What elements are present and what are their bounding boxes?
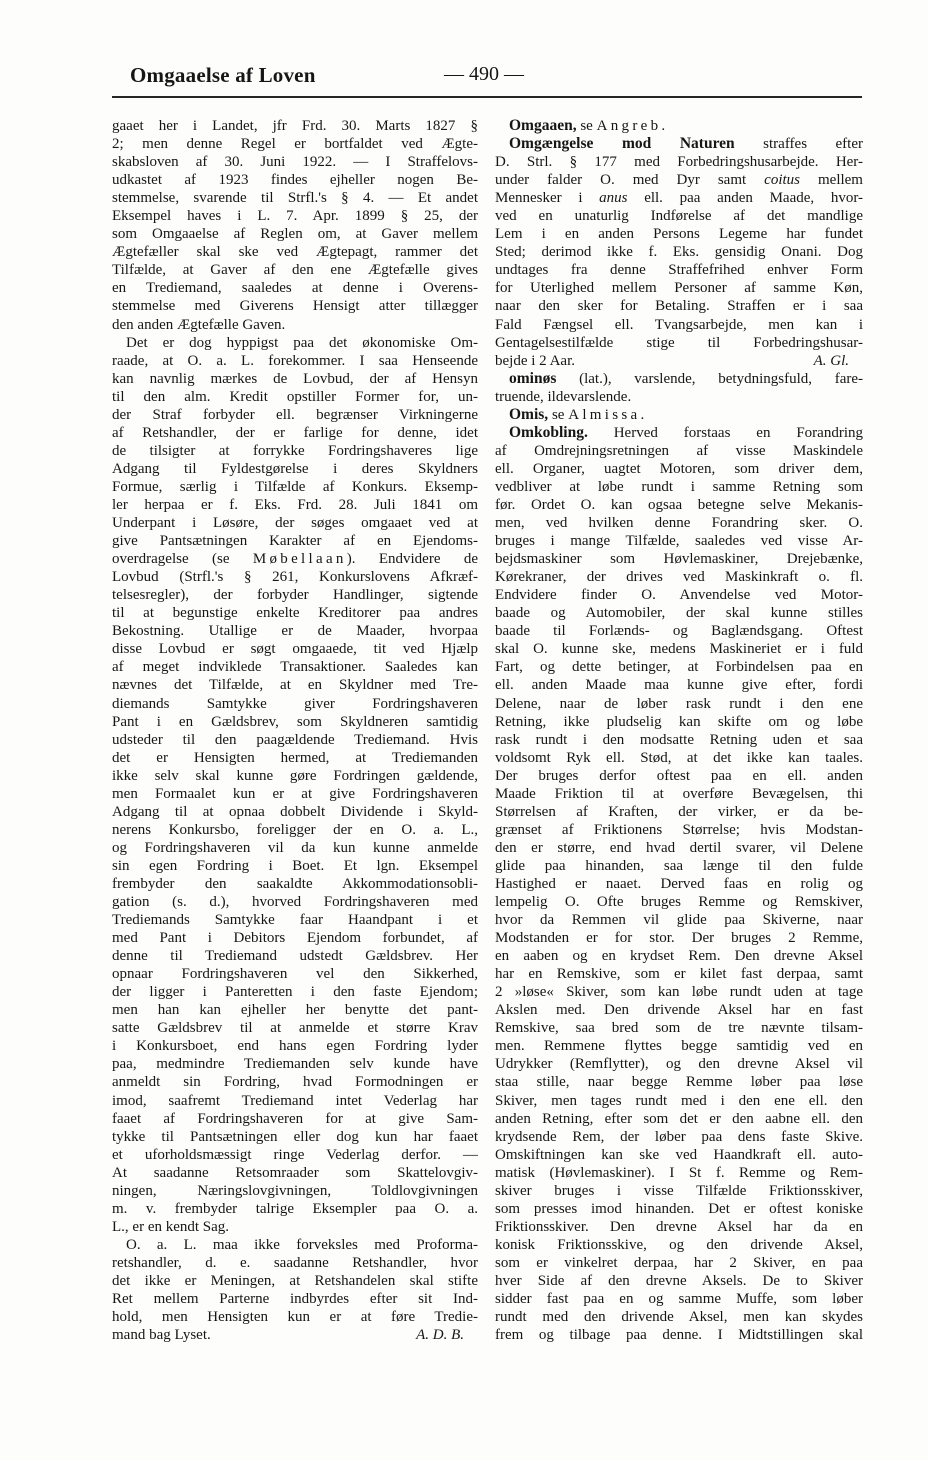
text-line: vedbliver at løbe rundt i samme Retning som bbox=[495, 478, 863, 495]
text-line: Remskive, saa bred som de tre nævnte tilsam- bbox=[495, 1020, 863, 1037]
text-line: de tilsigter at forrykke Fordringshaveres lige bbox=[112, 442, 478, 459]
text-line: rask rundt i den modsatte Retning uden et saa bbox=[495, 731, 863, 748]
text-run: straffes efter bbox=[734, 136, 863, 153]
text-line: disse Lovbud er søgt omgaaede, tit ved Hjælp bbox=[112, 641, 478, 658]
text-line: for Uterlighed mellem Personer af samme Køn, bbox=[495, 280, 863, 297]
headword: Omgaaen, bbox=[509, 117, 577, 134]
text-line: At saadanne Retsomraader som Skattelovgiv- bbox=[112, 1164, 478, 1181]
text-line: til den alm. Kredit opstiller Former for, un- bbox=[112, 388, 478, 405]
text-line: opnaar Fordringshaveren vel den Sikkerhed, bbox=[112, 966, 478, 983]
text-line: frem og tilbage paa denne. I Midtstillingen skal bbox=[495, 1327, 863, 1344]
text-line: ler herpaa er f. Eks. Frd. 28. Juli 1841 om bbox=[112, 496, 478, 513]
page-number: — 490 — bbox=[444, 63, 524, 85]
text-line: Der bruges derfor oftest paa en ell. anden bbox=[495, 767, 863, 784]
text-line: Akslen med. Den drivende Aksel har en fast bbox=[495, 1002, 863, 1019]
headword: Omgængelse mod Naturen bbox=[509, 135, 735, 153]
text-run: overdragelse (se bbox=[112, 551, 253, 568]
text-line: der Straf forbyder ell. begrænser Virkningerne bbox=[112, 406, 478, 423]
text-line: men Formaalet kun er at give Fordringshaveren bbox=[112, 785, 478, 802]
running-head-title: Omgaaelse af Loven bbox=[130, 63, 316, 87]
text-line: Pant i en Gældsbrev, som Skyldneren samtidig bbox=[112, 713, 478, 730]
text-line: før. Ordet O. kan ogsaa betegne selve Mekanis- bbox=[495, 496, 863, 513]
text-line bbox=[112, 334, 478, 352]
text-line: hvor da Remmen vil glide paa Skiverne, naar bbox=[495, 912, 863, 929]
text-line: m. v. frembyder talrige Eksempler paa O. a. bbox=[112, 1200, 478, 1217]
text-line: Ret mellem Parterne indbyrdes efter sit Ind- bbox=[112, 1291, 478, 1308]
text-line bbox=[495, 388, 863, 406]
text-line bbox=[112, 1236, 478, 1254]
text-line: den er større, end hvad dertil svarer, vil Delene bbox=[495, 839, 863, 856]
text-line: Kørekraner, der drives ved Maskinkraft o. fl. bbox=[495, 569, 863, 586]
text-line: Retning, ikke pludselig kan skifte om og løbe bbox=[495, 713, 863, 730]
text-run: O. a. L. maa ikke forveksles med Proforma- bbox=[126, 1236, 478, 1253]
text-line: nerens Konkursbo, foreligger der en O. a. L., bbox=[112, 821, 478, 838]
text-line: glide paa hinanden, saa længe til den fulde bbox=[495, 857, 863, 874]
text-line: Udrykker (Remflytter), og den drevne Aksel vil bbox=[495, 1056, 863, 1073]
text-line: Bekostning. Utallige er de Maader, hvorpaa bbox=[112, 623, 478, 640]
text-line: faaet af Fordringshaveren for at give Sam- bbox=[112, 1110, 478, 1127]
text-line: Formue, særlig i Tilfælde af Konkurs. Eksemp- bbox=[112, 478, 478, 495]
text-line: men han kan ejheller her benytte det pant- bbox=[112, 1002, 478, 1019]
text-line: tykke til Pantsætningen eller dog kun har faaet bbox=[112, 1128, 478, 1145]
text-run: ell. paa anden Maade, hvor- bbox=[627, 190, 863, 207]
italic-term: anus bbox=[599, 190, 628, 207]
text-run: Mennesker i bbox=[495, 190, 600, 207]
text-line: men. Remmene flyttes begge samtidig ved en bbox=[495, 1038, 863, 1055]
text-line: rundt med den drivende Aksel, men kan skydes bbox=[495, 1309, 863, 1326]
text-line bbox=[495, 370, 863, 388]
text-line: udkastet af 1923 findes ejheller nogen Be- bbox=[112, 172, 478, 189]
text-line: en Trediemand, saaledes at denne i Overens- bbox=[112, 280, 478, 297]
text-run: mellem bbox=[800, 172, 863, 189]
author-signature: A. D. B. bbox=[416, 1327, 464, 1344]
text-line: frembyder den saakaldte Akkommodationsobli- bbox=[112, 875, 478, 892]
text-line: konisk Friktionsskive, og den drivende Aksel, bbox=[495, 1236, 863, 1253]
text-line: til at begunstige enkelte Kreditorer paa andres bbox=[112, 605, 478, 622]
text-line: Skiver, men tages rundt med i den ene ell. den bbox=[495, 1092, 863, 1109]
text-run: (lat.), varslende, betydningsfuld, fare- bbox=[556, 370, 863, 387]
text-line: hver Side af den drevne Aksels. De to Skiver bbox=[495, 1273, 863, 1289]
text-line: Tilfælde, at Gaver af den ene Ægtefælle gives bbox=[112, 262, 478, 279]
spaced-reference: Angreb bbox=[596, 118, 662, 134]
text-run: . bbox=[661, 118, 666, 134]
text-line bbox=[495, 424, 863, 442]
text-line: stemmelse med Giverens Hensigt atter tillægger bbox=[112, 298, 478, 315]
text-run: L., er en kendt Sag. bbox=[112, 1218, 230, 1235]
text-line: raade, at O. a. L. forekommer. I saa Henseende bbox=[112, 352, 478, 369]
text-run: mand bag Lyset. bbox=[112, 1327, 211, 1344]
text-line: Maade Friktion til at overføre Bevægelsen, thi bbox=[495, 785, 863, 802]
text-line: retshandler, d. e. saadanne Retshandler, hvor bbox=[112, 1254, 478, 1271]
text-line: telsesregler), der forbyder Handlinger, sigtende bbox=[112, 587, 478, 604]
text-column-right bbox=[495, 117, 863, 1344]
spaced-reference: Møbellaan bbox=[252, 551, 347, 568]
author-signature: A. Gl. bbox=[813, 352, 849, 369]
text-line: som Omgaaelse af Reglen om, at Gaver mellem bbox=[112, 226, 478, 243]
text-line: voldsomt Ryk ell. Stød, at det ikke kan taales. bbox=[495, 749, 863, 766]
text-line bbox=[495, 135, 863, 153]
text-line: udsteder til den paagældende Trediemand. Hvis bbox=[112, 731, 478, 748]
text-line: Adgang til Fyldestgørelse i deres Skyldners bbox=[112, 460, 478, 477]
text-line: Lem i en anden Persons Legeme har fundet bbox=[495, 226, 863, 243]
italic-term: coitus bbox=[764, 172, 800, 189]
text-line: som er vinkelret derpaa, har 2 Skiver, en paa bbox=[495, 1254, 863, 1271]
text-line: Sted; derimod ikke f. Eks. gensidig Onani. Dog bbox=[495, 244, 863, 261]
text-run: truende, ildevarslende. bbox=[495, 388, 632, 405]
text-line: i Konkursboet, end hans egen Fordring lyder bbox=[112, 1038, 478, 1055]
text-line: af Retshandler, der er farlige for denne, idet bbox=[112, 424, 478, 441]
text-run: Det er dog hyppigst paa det økonomiske Om- bbox=[126, 334, 478, 351]
text-run: ). Endvidere de bbox=[346, 551, 478, 568]
text-line: det ikke er Meningen, at Retshandelen skal stifte bbox=[112, 1273, 478, 1289]
text-line: Underpant i Løsøre, der søges omgaaet ved at bbox=[112, 515, 478, 532]
text-line: Omskiftningen kan ske ved Haandkraft ell. auto- bbox=[495, 1146, 863, 1163]
text-line bbox=[495, 117, 863, 135]
text-line: af meget indviklede Transaktioner. Saaledes kan bbox=[112, 659, 478, 676]
text-line: denne til Trediemand udstedt Gældsbrev. Her bbox=[112, 948, 478, 965]
spaced-reference: Almissa bbox=[568, 406, 641, 423]
text-line: har en Remskive, som er kilet fast derpaa, samt bbox=[495, 966, 863, 983]
text-line: hold, men Hensigten kun er at føre Tredie- bbox=[112, 1309, 478, 1326]
text-line bbox=[112, 550, 478, 568]
text-line: ved en unaturlig Indførelse af det mandlige bbox=[495, 208, 863, 225]
text-line: krydsende Rem, der løber paa dens faste Skive. bbox=[495, 1128, 863, 1145]
text-line: sin egen Fordring i Boet. Et lgn. Eksempel bbox=[112, 857, 478, 874]
text-run: under falder O. med Dyr samt bbox=[495, 172, 765, 189]
text-line: Fald Fængsel ell. Tvangsarbejde, men kan i bbox=[495, 316, 863, 333]
text-line: Ægtefæller skal ske ved Ægtepagt, rammer det bbox=[112, 244, 478, 261]
text-line: grænset af Friktionens Størrelse; hvis Modstan- bbox=[495, 821, 863, 838]
header-rule bbox=[112, 96, 862, 98]
text-line: det er Hensigten hermed, at Trediemanden bbox=[112, 749, 478, 766]
text-line: og Fordringshaveren vil da kun kunne anmelde bbox=[112, 839, 478, 856]
text-line: Gentagelsestilfælde stige til Forbedringshusar- bbox=[495, 334, 863, 351]
text-line: Hastighed er naaet. Derved faas en rolig og bbox=[495, 875, 863, 892]
text-line: men, ved hvilken denne Forandring sker. O. bbox=[495, 515, 863, 532]
text-line: satte Gældsbrev til at anmelde et større Krav bbox=[112, 1020, 478, 1037]
text-line: ell. anden Maade maa kunne give efter, fordi bbox=[495, 677, 863, 694]
text-line: anden Retning, efter som det er den aabne ell. den bbox=[495, 1110, 863, 1127]
text-run: se bbox=[576, 118, 597, 134]
text-line: naar den sker for Betaling. Straffen er i saa bbox=[495, 298, 863, 315]
text-line: D. Strl. § 177 med Forbedringshusarbejde. Her- bbox=[495, 154, 863, 171]
text-line bbox=[495, 352, 863, 370]
text-line: bejdsmaskiner som Høvlemaskiner, Drejebænke, bbox=[495, 551, 863, 568]
text-line: matisk (Høvlemaskiner). I St f. Remme og Rem- bbox=[495, 1164, 863, 1181]
text-line: baade til Forlænds- og Baglændsgang. Oftest bbox=[495, 623, 863, 640]
text-line bbox=[495, 189, 863, 207]
text-line: staa stille, naar begge Remme løber paa løse bbox=[495, 1074, 863, 1091]
text-line: gation (s. d.), hvorved Fordringshaveren med bbox=[112, 894, 478, 911]
text-line: en aaben og en krydset Rem. Den drevne Aksel bbox=[495, 948, 863, 965]
text-line bbox=[112, 1218, 478, 1236]
text-line: ell. Organer, uagtet Motoren, som driver dem, bbox=[495, 460, 863, 477]
text-line: undtages fra denne Straffefrihed enhver Form bbox=[495, 262, 863, 279]
text-line: Lovbud (Strfl.'s § 261, Konkurslovens Afkræf- bbox=[112, 569, 478, 586]
text-run: . bbox=[640, 406, 645, 423]
text-run: den anden Ægtefælle Gaven. bbox=[112, 316, 286, 333]
text-line: bruges i mange Tilfælde, saaledes ved visse Ar- bbox=[495, 533, 863, 550]
text-line: Delene, naar de løber rask rundt i den ene bbox=[495, 695, 863, 712]
text-line bbox=[112, 1326, 478, 1344]
text-line: skabsloven af 30. Juni 1922. — I Straffelovs- bbox=[112, 154, 478, 171]
text-line: som presses imod hinanden. Det er oftest koniske bbox=[495, 1200, 863, 1217]
text-line: med Pant i Debitors Ejendom forbundet, af bbox=[112, 930, 478, 947]
text-line: af Omdrejningsretningen af visse Maskindele bbox=[495, 442, 863, 459]
text-line: Trediemands Samtykke faar Haandpant i et bbox=[112, 912, 478, 929]
text-line: ningen, Næringslovgivningen, Toldlovgivningen bbox=[112, 1182, 478, 1199]
text-line: lempelig O. Ofte bruges Remme og Remskiver, bbox=[495, 894, 863, 911]
text-line: Fart, og dette betinger, at Forbindelsen paa en bbox=[495, 659, 863, 676]
text-line: nævnes det Tilfælde, at en Skyldner med Tre- bbox=[112, 677, 478, 694]
text-line: stemmelse, svarende til Strfl.'s § 4. — Et andet bbox=[112, 190, 478, 207]
text-line: et uforholdsmæssigt ringe Vederlag derfor. — bbox=[112, 1146, 478, 1163]
text-line: gaaet her i Landet, jfr Frd. 30. Marts 1827 § bbox=[112, 118, 478, 134]
text-line: Eksempel haves i L. 7. Apr. 1899 § 25, der bbox=[112, 208, 478, 225]
text-line bbox=[495, 406, 863, 424]
text-line: skal O. kunne ske, medens Maskineriet er i fuld bbox=[495, 641, 863, 658]
text-run: Herved forstaas en Forandring bbox=[587, 424, 863, 441]
headword: Omis, bbox=[509, 405, 549, 423]
text-line: Størrelsen af Kraften, der virker, er da be- bbox=[495, 803, 863, 820]
text-line: ikke selv skal kunne gøre Fordringen gældende, bbox=[112, 767, 478, 784]
text-line: baade og Automobiler, der skal kunne stilles bbox=[495, 605, 863, 622]
text-line: kan navnlig mærkes de Lovbud, der af Hensyn bbox=[112, 370, 478, 387]
text-column-left bbox=[112, 117, 478, 1344]
text-line: imod, saafremt Trediemand intet Vederlag har bbox=[112, 1092, 478, 1109]
text-line: Modstanden er for stor. Der bruges 2 Remme, bbox=[495, 930, 863, 947]
text-line bbox=[112, 316, 478, 334]
headword: ominøs bbox=[509, 369, 557, 387]
text-line bbox=[495, 171, 863, 189]
text-line: Adgang til at opnaa dobbelt Dividende i Skyld- bbox=[112, 803, 478, 820]
text-line: diemands Samtykke giver Fordringshaveren bbox=[112, 695, 478, 712]
text-line: skiver bruges i visse Tilfælde Friktionsskiver, bbox=[495, 1182, 863, 1199]
text-line: give Pantsætningen Karakter af en Ejendoms- bbox=[112, 533, 478, 550]
text-run: se bbox=[548, 406, 569, 423]
text-line: Friktionsskiver. Den drevne Aksel har da en bbox=[495, 1218, 863, 1235]
text-line: paa, medmindre Trediemanden selv kunde have bbox=[112, 1056, 478, 1073]
text-run: bejde i 2 Aar. bbox=[495, 352, 575, 369]
headword: Omkobling. bbox=[509, 423, 588, 441]
text-line: anmeldt sin Fordring, hvad Formodningen er bbox=[112, 1074, 478, 1091]
text-line: 2; men denne Regel er bortfaldet ved Ægte- bbox=[112, 136, 478, 153]
text-line: 2 »løse« Skiver, som kan løbe rundt uden at tage bbox=[495, 984, 863, 1001]
text-line: sidder fast paa en og samme Muffe, som løber bbox=[495, 1291, 863, 1308]
text-line: der ligger i Panteretten i den faste Ejendom; bbox=[112, 984, 478, 1001]
text-line: Endvidere finder O. Anvendelse ved Motor- bbox=[495, 587, 863, 604]
